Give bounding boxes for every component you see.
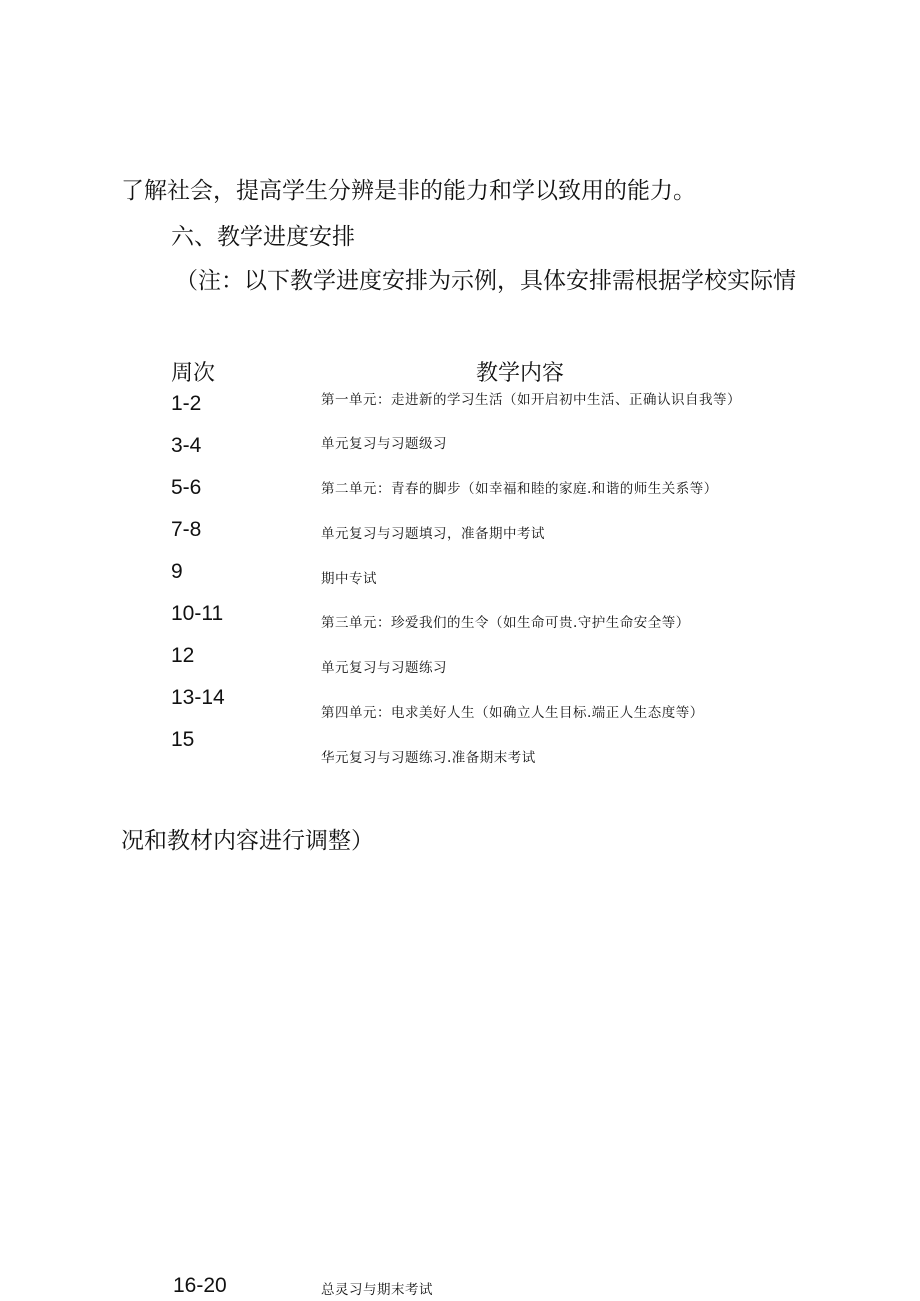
content-cell: 期中专试 (321, 571, 377, 587)
content-cell: 单元复习与习题级习 (321, 436, 447, 452)
content-cell: 总灵习与期末考试 (321, 1282, 433, 1298)
week-cell: 15 (171, 728, 195, 751)
content-cell: 第四单元：电求美好人生（如确立人生目标.端正人生态度等） (321, 705, 704, 721)
week-cell: 16-20 (173, 1274, 227, 1297)
week-cell: 9 (171, 560, 183, 583)
week-cell: 12 (171, 644, 195, 667)
paragraph-continuation: 了解社会，提高学生分辨是非的能力和学以致用的能力。 (121, 178, 696, 204)
week-cell: 7-8 (171, 518, 202, 541)
content-cell: 第二单元：青春的脚步（如幸福和睦的家庭.和谐的师生关系等） (321, 481, 718, 497)
note-end: 况和教材内容进行调整） (121, 828, 374, 854)
header-week: 周次 (171, 361, 216, 386)
content-cell: 华元复习与习题练习.准备期末考试 (321, 750, 536, 766)
content-cell: 第一单元：走进新的学习生活（如开启初中生活、正确认识自我等） (321, 392, 741, 408)
week-cell: 10-11 (171, 602, 224, 625)
note-start: （注：以下教学进度安排为示例，具体安排需根据学校实际情 (175, 268, 796, 294)
section-heading: 六、教学进度安排 (171, 224, 355, 250)
week-cell: 1-2 (171, 392, 202, 415)
content-cell: 第三单元：珍爱我们的生令（如生命可贵.守护生命安全等） (321, 615, 690, 631)
header-content: 教学内容 (476, 361, 565, 386)
content-cell: 单元复习与习题填习，准备期中考试 (321, 526, 545, 542)
week-cell: 3-4 (171, 434, 202, 457)
week-cell: 13-14 (171, 686, 225, 709)
content-cell: 单元复习与习题练习 (321, 660, 447, 676)
week-cell: 5-6 (171, 476, 202, 499)
